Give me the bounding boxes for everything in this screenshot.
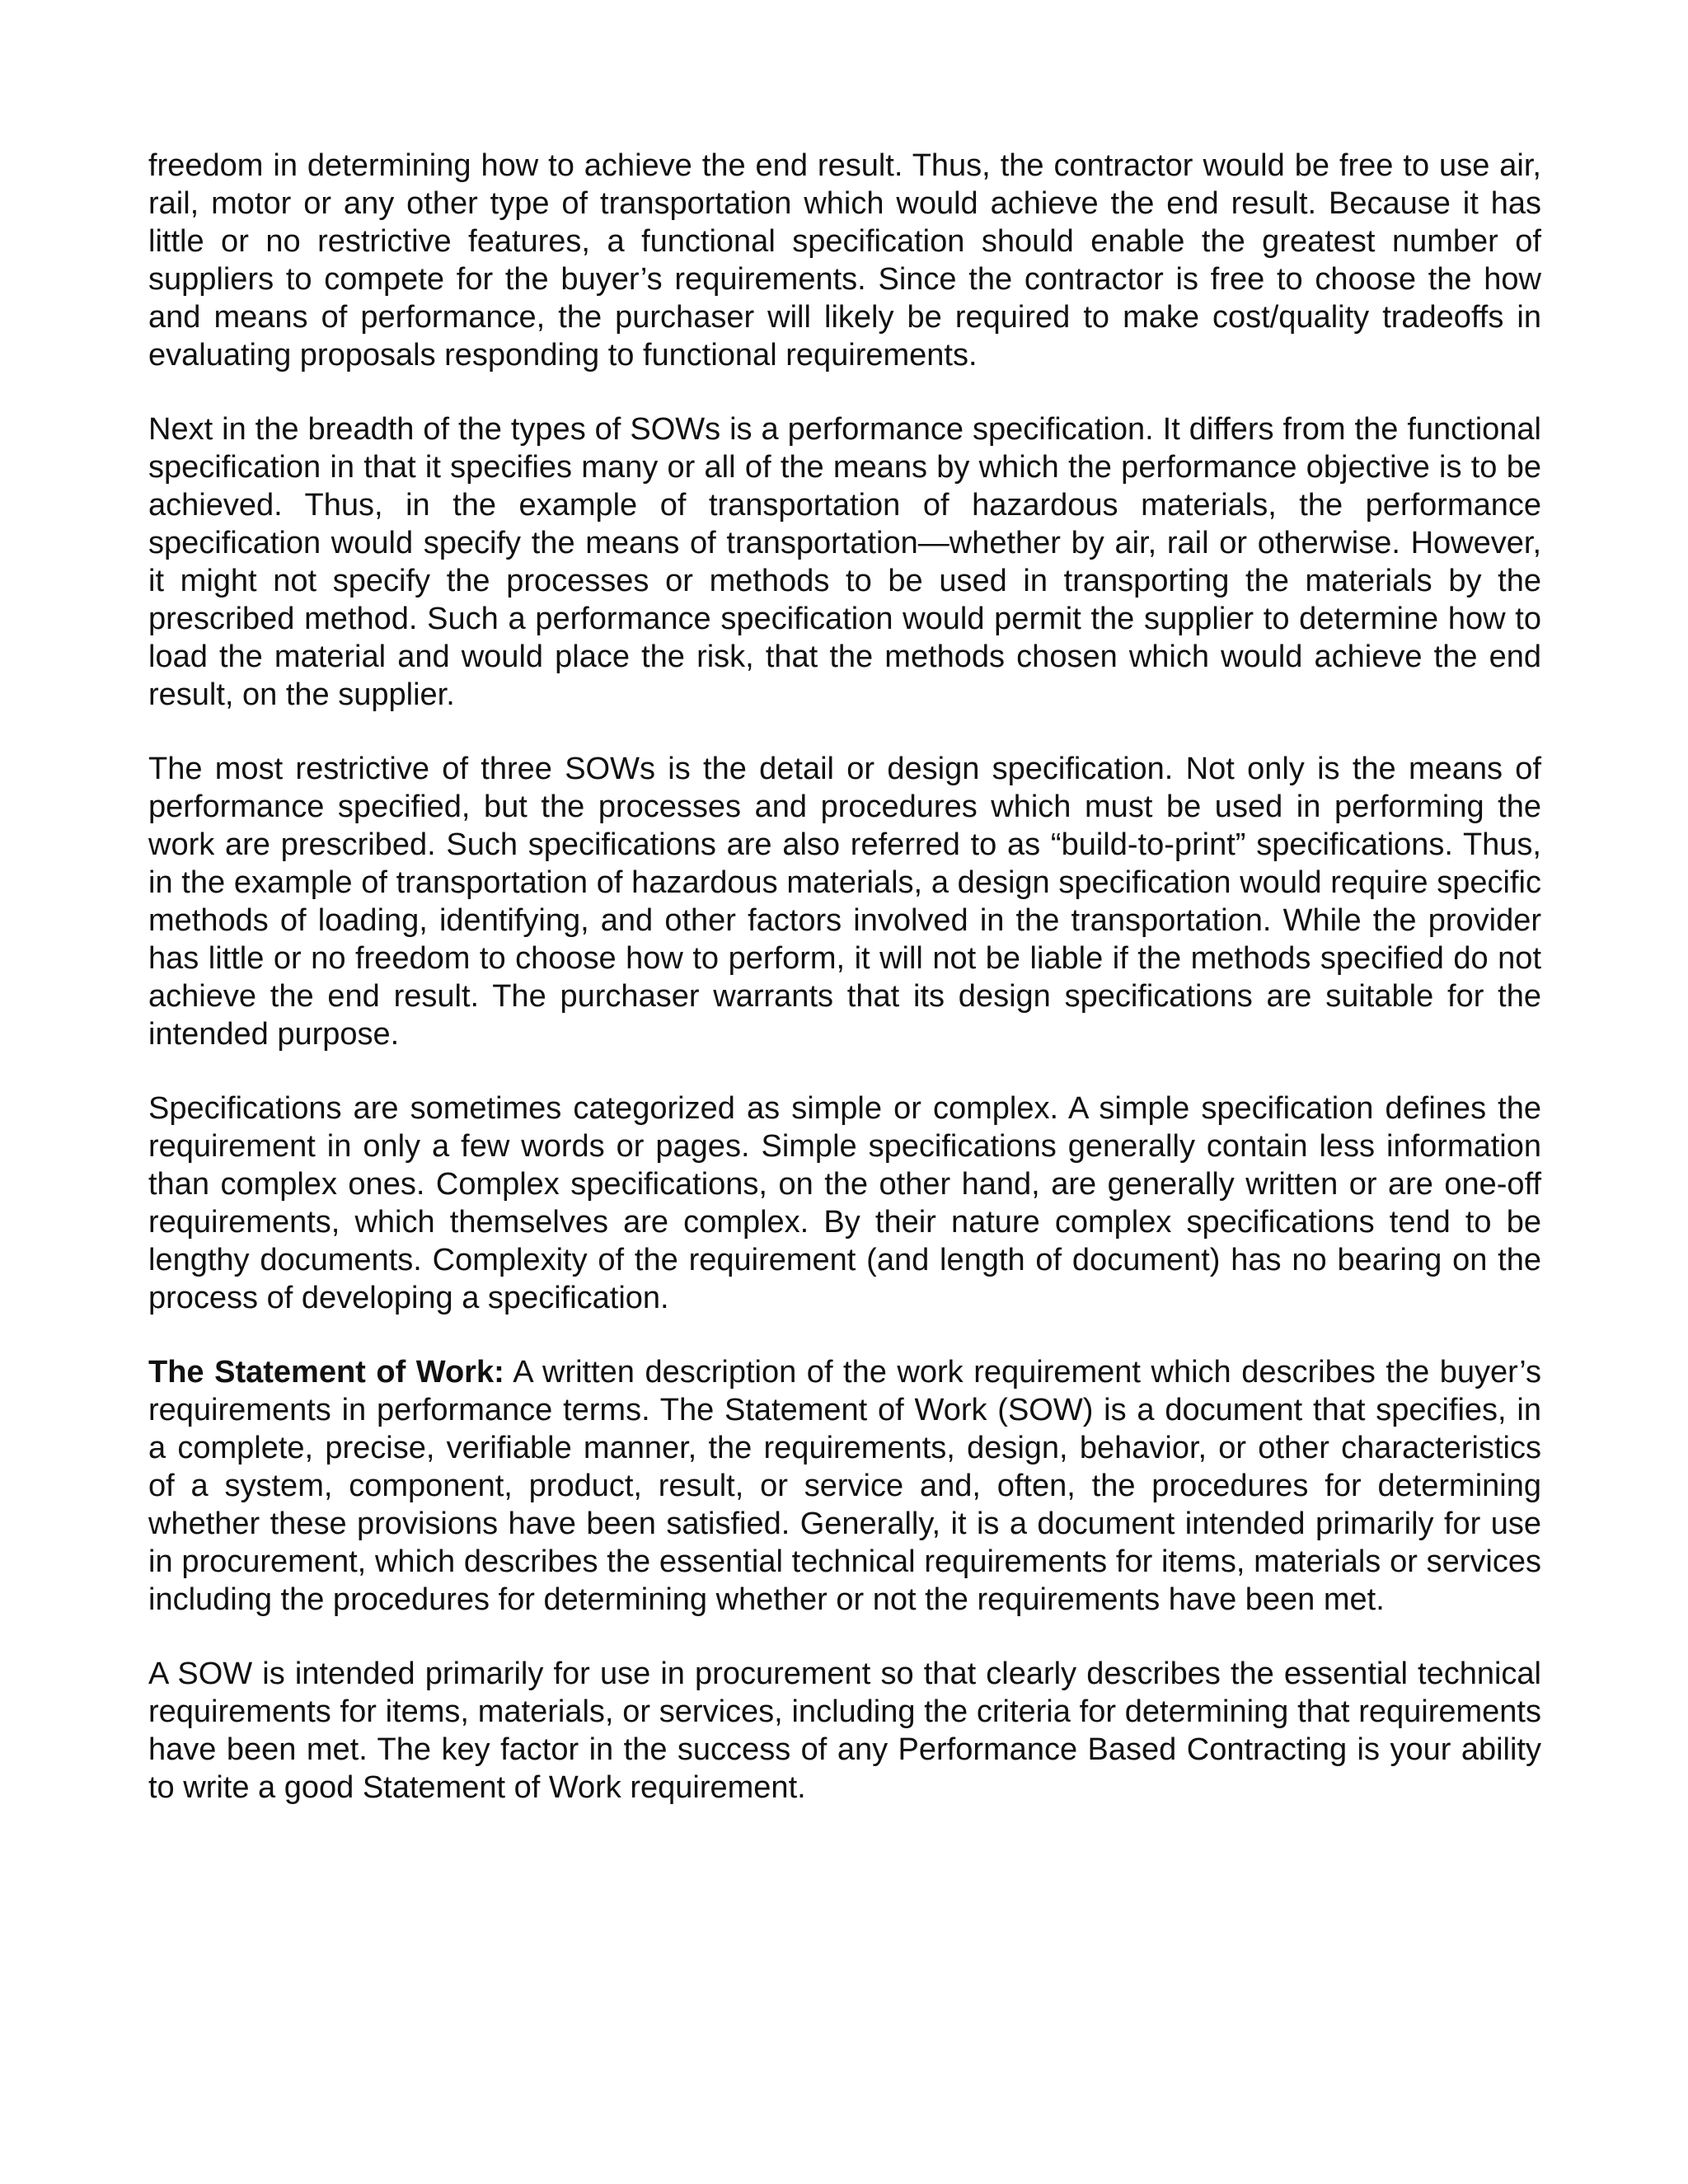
paragraph-statement-of-work xyxy=(148,1353,1541,1619)
document-body xyxy=(148,147,1541,1843)
paragraph-text: A SOW is intended primarily for use in procurement so that clearly describes the essential technical requirements for items, materials, or services, including the criteria for determining that requirements have been met. The key factor in the success of any Performance Based Contracting is your ability to write a good Statement of Work requirement. xyxy=(148,1657,1541,1805)
paragraph-text: A written description of the work requirement which describes the buyer’s requirements in performance terms. The Statement of Work (SOW) is a document that specifies, in a complete, precise, verifiable manner, the requirements, design, behavior, or other characteristics of a system, component, product, result, or service and, often, the procedures for determining whether these provisions have been satisfied. Generally, it is a document intended primarily for use in procurement, which describes the essential technical requirements for items, materials or services including the procedures for determining whether or not the requirements have been met. xyxy=(148,1355,1541,1617)
paragraph-text: Specifications are sometimes categorized as simple or complex. A simple specification defines the requirement in only a few words or pages. Simple specifications generally contain less information than complex ones. Complex specifications, on the other hand, are generally written or are one-off requirements, which themselves are complex. By their nature complex specifications tend to be lengthy documents. Complexity of the requirement (and length of document) has no bearing on the process of developing a specification. xyxy=(148,1091,1541,1315)
paragraph-text: Next in the breadth of the types of SOWs is a performance specification. It differs from the functional specification in that it specifies many or all of the means by which the performance objective is to be achieved. Thus, in the example of transportation of hazardous materials, the performance specification would specify the means of transportation—whether by air, rail or otherwise. However, it might not specify the processes or methods to be used in transporting the materials by the prescribed method. Such a performance specification would permit the supplier to determine how to load the material and would place the risk, that the methods chosen which would achieve the end result, on the supplier. xyxy=(148,412,1541,712)
paragraph-sow-purpose xyxy=(148,1655,1541,1807)
paragraph-simple-complex xyxy=(148,1090,1541,1317)
paragraph-functional-specification xyxy=(148,147,1541,374)
paragraph-design-specification xyxy=(148,750,1541,1053)
paragraph-lead-heading: The Statement of Work: xyxy=(148,1355,504,1390)
paragraph-text: The most restrictive of three SOWs is the detail or design specification. Not only is the means of performance specified, but the processes and procedures which must be used in performing the work are prescribed. Such specifications are also referred to as “build-to-print” specifications. Thus, in the example of transportation of hazardous materials, a design specification would require specific methods of loading, identifying, and other factors involved in the transportation. While the provider has little or no freedom to choose how to perform, it will not be liable if the methods specified do not achieve the end result. The purchaser warrants that its design specifications are suitable for the intended purpose. xyxy=(148,752,1541,1052)
paragraph-performance-specification xyxy=(148,410,1541,714)
paragraph-text: freedom in determining how to achieve the end result. Thus, the contractor would be free to use air, rail, motor or any other type of transportation which would achieve the end result. Because it has little or no restrictive features, a functional specification should enable the greatest number of suppliers to compete for the buyer’s requirements. Since the contractor is free to choose the how and means of performance, the purchaser will likely be required to make cost/quality tradeoffs in evaluating proposals responding to functional requirements. xyxy=(148,148,1541,373)
